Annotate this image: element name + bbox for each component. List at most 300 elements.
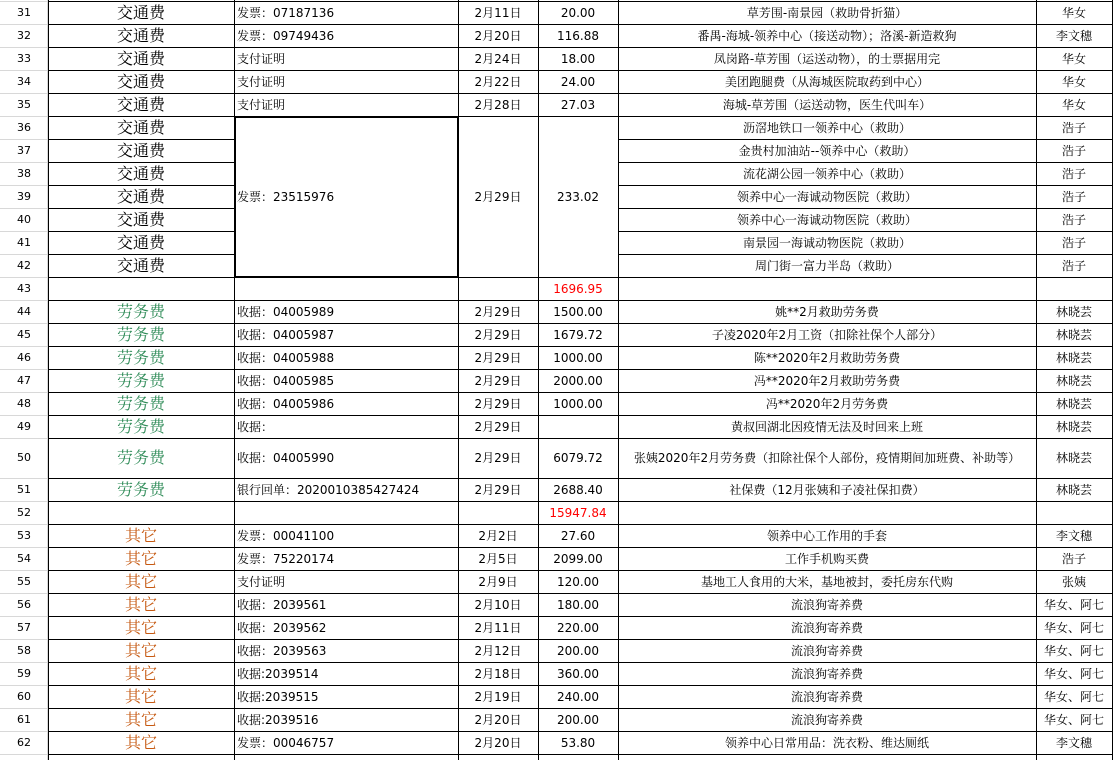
grid-line [0, 754, 48, 755]
category-cell[interactable]: 交通费 [116, 25, 165, 45]
receipt-cell[interactable] [234, 277, 458, 300]
merged-amount-cell[interactable]: 233.02 [538, 116, 618, 277]
amount-cell[interactable]: 1500.00 [553, 304, 603, 319]
grid-line [48, 415, 1112, 416]
grid-line [0, 524, 48, 525]
grid-line [0, 277, 48, 278]
amount-cell[interactable]: 120.00 [557, 574, 599, 589]
category-cell[interactable]: 交通费 [116, 186, 165, 206]
date-cell[interactable]: 2月29日 [474, 373, 522, 388]
description-cell[interactable]: 流浪狗寄养费 [790, 689, 863, 704]
category-cell[interactable]: 其它 [124, 548, 157, 568]
date-cell[interactable]: 2月28日 [474, 97, 522, 112]
person-cell[interactable]: 华女、阿七 [1043, 597, 1104, 612]
grid-line [0, 24, 48, 25]
grid-line [0, 685, 48, 686]
grid-line [0, 392, 48, 393]
table-row [0, 392, 1113, 415]
row-number[interactable]: 40 [0, 208, 48, 231]
receipt-cell[interactable]: 发票：00041100 [237, 528, 335, 543]
grid-line [0, 662, 48, 663]
description-cell[interactable]: 凤岗路-草芳围（运送动物），的士票据用完 [713, 51, 941, 66]
grid-line [48, 47, 1112, 48]
date-cell[interactable]: 2月2日 [478, 528, 518, 543]
amount-cell[interactable]: 15947.84 [549, 505, 607, 520]
row-number[interactable]: 36 [0, 116, 48, 139]
row-number[interactable]: 45 [0, 323, 48, 346]
row-number[interactable]: 41 [0, 231, 48, 254]
date-cell[interactable]: 2月20日 [474, 28, 522, 43]
table-row [0, 501, 1113, 524]
table-row [0, 570, 1113, 593]
amount-cell[interactable]: 27.03 [560, 97, 596, 112]
grid-line [48, 231, 234, 232]
row-number[interactable]: 42 [0, 254, 48, 277]
description-cell[interactable]: 流浪狗寄养费 [790, 666, 863, 681]
grid-line [48, 708, 1112, 709]
grid-line [48, 438, 1112, 439]
grid-line [48, 0, 49, 760]
person-cell[interactable]: 李文穗 [1055, 735, 1092, 750]
person-cell[interactable]: 林晓芸 [1055, 327, 1092, 342]
date-cell[interactable]: 2月9日 [478, 574, 518, 589]
category-cell[interactable]: 劳务费 [116, 416, 165, 436]
date-cell[interactable]: 2月5日 [478, 551, 518, 566]
receipt-cell[interactable]: 收据:2039515 [237, 689, 319, 704]
table-row [0, 438, 1113, 478]
grid-line [0, 547, 48, 548]
date-cell[interactable]: 2月29日 [474, 304, 522, 319]
person-cell[interactable]: 浩子 [1061, 212, 1086, 227]
grid-line [48, 685, 1112, 686]
grid-line [0, 369, 48, 370]
category-cell[interactable]: 劳务费 [116, 347, 165, 367]
date-cell[interactable]: 2月10日 [474, 597, 522, 612]
row-number[interactable]: 38 [0, 162, 48, 185]
table-row [0, 24, 1113, 47]
grid-line [0, 70, 48, 71]
amount-cell[interactable]: 20.00 [560, 5, 596, 20]
category-cell[interactable]: 交通费 [116, 140, 165, 160]
amount-cell[interactable]: 200.00 [557, 712, 599, 727]
grid-line [0, 93, 48, 94]
grid-line [48, 116, 1112, 117]
person-cell[interactable]: 华女、阿七 [1043, 712, 1104, 727]
grid-line [48, 731, 1112, 732]
row-number[interactable]: 54 [0, 547, 48, 570]
grid-line [618, 254, 1112, 255]
category-cell[interactable]: 劳务费 [116, 448, 165, 467]
table-row [0, 1, 1113, 24]
table-row [0, 47, 1113, 70]
table-row [0, 323, 1113, 346]
description-cell[interactable]: 领养中心日常用品：洗衣粉、维达厕纸 [724, 735, 929, 750]
person-cell[interactable]: 张姨 [1061, 574, 1086, 589]
receipt-cell[interactable]: 发票：07187136 [237, 5, 335, 20]
grid-line [0, 593, 48, 594]
category-cell[interactable]: 交通费 [116, 255, 165, 275]
person-cell[interactable]: 浩子 [1061, 258, 1086, 273]
table-row [0, 616, 1113, 639]
grid-line [48, 547, 1112, 548]
description-cell[interactable]: 姚**2月救助劳务费 [775, 304, 879, 319]
grid-line [48, 139, 234, 140]
receipt-cell[interactable]: 支付证明 [237, 97, 286, 112]
grid-line [48, 754, 1112, 755]
person-cell[interactable]: 华女、阿七 [1043, 666, 1104, 681]
date-cell[interactable]: 2月18日 [474, 666, 522, 681]
receipt-cell[interactable]: 发票：09749436 [237, 28, 335, 43]
row-number[interactable]: 44 [0, 300, 48, 323]
description-cell[interactable]: 领养中心一海诚动物医院（救助） [736, 189, 917, 204]
receipt-cell[interactable]: 收据:2039516 [237, 712, 319, 727]
receipt-cell[interactable]: 收据：04005985 [237, 373, 335, 388]
category-cell[interactable]: 其它 [124, 617, 157, 637]
description-cell[interactable] [618, 501, 1036, 524]
grid-line [234, 0, 235, 760]
date-cell[interactable]: 2月29日 [474, 419, 522, 434]
grid-line [234, 116, 236, 277]
grid-line [48, 392, 1112, 393]
description-cell[interactable]: 草芳围-南景园（救助骨折猫） [746, 5, 908, 20]
description-cell[interactable]: 子凌2020年2月工资（扣除社保个人部分） [711, 327, 943, 342]
row-number[interactable]: 50 [0, 438, 48, 478]
amount-cell[interactable]: 2688.40 [553, 482, 603, 497]
category-cell[interactable]: 其它 [124, 732, 157, 752]
category-cell[interactable]: 其它 [124, 640, 157, 660]
category-cell[interactable]: 其它 [124, 594, 157, 614]
grid-line [234, 116, 458, 118]
date-cell[interactable]: 2月29日 [474, 396, 522, 411]
amount-cell[interactable]: 116.88 [557, 28, 599, 43]
amount-cell[interactable]: 2000.00 [553, 373, 603, 388]
category-cell[interactable]: 交通费 [116, 117, 165, 137]
grid-line [0, 116, 48, 117]
grid-line [618, 0, 619, 760]
date-cell[interactable]: 2月20日 [474, 735, 522, 750]
description-cell[interactable]: 流浪狗寄养费 [790, 643, 863, 658]
description-cell[interactable]: 基地工人食用的大米，基地被封，委托房东代购 [700, 574, 953, 589]
grid-line [48, 369, 1112, 370]
date-cell[interactable]: 2月11日 [474, 620, 522, 635]
person-cell[interactable]: 华女、阿七 [1043, 689, 1104, 704]
category-cell[interactable]: 其它 [124, 686, 157, 706]
grid-line [48, 616, 1112, 617]
row-number[interactable]: 55 [0, 570, 48, 593]
row-number[interactable]: 39 [0, 185, 48, 208]
date-cell[interactable]: 2月19日 [474, 689, 522, 704]
row-number[interactable]: 58 [0, 639, 48, 662]
category-cell[interactable]: 劳务费 [116, 393, 165, 413]
row-number[interactable]: 57 [0, 616, 48, 639]
person-cell[interactable]: 华女 [1061, 97, 1086, 112]
grid-line [0, 300, 48, 301]
receipt-cell[interactable]: 收据： [237, 419, 274, 434]
amount-cell[interactable]: 24.00 [560, 74, 596, 89]
category-cell[interactable] [48, 501, 234, 524]
grid-line [48, 346, 1112, 347]
row-number[interactable]: 32 [0, 24, 48, 47]
category-cell[interactable]: 其它 [124, 709, 157, 729]
grid-line [0, 501, 48, 502]
table-row [0, 708, 1113, 731]
grid-line [48, 570, 1112, 571]
description-cell[interactable]: 海城-草芳围（运送动物，医生代叫车） [722, 97, 932, 112]
grid-line [48, 478, 1112, 479]
row-number[interactable]: 51 [0, 478, 48, 501]
merged-date-cell[interactable]: 2月29日 [458, 116, 538, 277]
description-cell[interactable]: 番禺-海城-领养中心（接送动物）；洛溪-新造救狗 [697, 28, 957, 43]
date-cell[interactable]: 2月29日 [474, 482, 522, 497]
amount-cell[interactable]: 2099.00 [553, 551, 603, 566]
receipt-cell[interactable]: 收据：2039563 [237, 643, 327, 658]
person-cell[interactable]: 华女 [1061, 51, 1086, 66]
person-cell[interactable]: 林晓芸 [1055, 373, 1092, 388]
grid-line [48, 254, 234, 255]
category-cell[interactable]: 交通费 [116, 163, 165, 183]
table-row [0, 593, 1113, 616]
description-cell[interactable]: 南景园一海诚动物医院（救助） [742, 235, 911, 250]
table-row [0, 93, 1113, 116]
row-number[interactable]: 47 [0, 369, 48, 392]
description-cell[interactable]: 金贵村加油站--领养中心（救助） [738, 143, 916, 158]
person-cell[interactable]: 浩子 [1061, 235, 1086, 250]
person-cell[interactable]: 浩子 [1061, 189, 1086, 204]
amount-cell[interactable]: 240.00 [557, 689, 599, 704]
table-row [0, 547, 1113, 570]
description-cell[interactable]: 张姨2020年2月劳务费（扣除社保个人部份，疫情期间加班费、补助等） [633, 450, 1021, 465]
row-number[interactable]: 56 [0, 593, 48, 616]
table-row [0, 369, 1113, 392]
description-cell[interactable]: 社保费（12月张姨和子凌社保扣费） [729, 482, 925, 497]
person-cell[interactable]: 华女 [1061, 74, 1086, 89]
amount-cell[interactable] [538, 415, 618, 438]
receipt-cell[interactable]: 收据：04005990 [237, 451, 335, 465]
grid-line [618, 231, 1112, 232]
grid-line [0, 47, 48, 48]
grid-line [48, 662, 1112, 663]
description-cell[interactable]: 流浪狗寄养费 [790, 620, 863, 635]
person-cell[interactable]: 林晓芸 [1055, 419, 1092, 434]
amount-cell[interactable]: 53.80 [560, 735, 596, 750]
category-cell[interactable]: 劳务费 [116, 301, 165, 321]
row-number[interactable]: 48 [0, 392, 48, 415]
grid-line [457, 116, 459, 277]
grid-line [234, 276, 458, 278]
amount-cell[interactable]: 1000.00 [553, 350, 603, 365]
description-cell[interactable]: 黄叔回湖北因疫情无法及时回来上班 [730, 419, 923, 434]
description-cell[interactable]: 流花湖公园一领养中心（救助） [742, 166, 911, 181]
table-row [0, 346, 1113, 369]
grid-line [0, 1, 48, 2]
amount-cell[interactable]: 27.60 [560, 528, 596, 543]
grid-line [0, 415, 48, 416]
grid-line [0, 185, 48, 186]
grid-line [48, 208, 234, 209]
category-cell[interactable]: 交通费 [116, 232, 165, 252]
row-number[interactable]: 37 [0, 139, 48, 162]
grid-line [48, 639, 1112, 640]
category-cell[interactable]: 其它 [124, 663, 157, 683]
date-cell[interactable]: 2月29日 [474, 327, 522, 342]
row-number[interactable]: 52 [0, 501, 48, 524]
category-cell[interactable]: 其它 [124, 571, 157, 591]
description-cell[interactable]: 周门街一富力半岛（救助） [754, 258, 899, 273]
row-number[interactable]: 31 [0, 1, 48, 24]
grid-line [0, 346, 48, 347]
person-cell[interactable]: 李文穗 [1055, 528, 1092, 543]
grid-line [0, 478, 48, 479]
table-row [0, 70, 1113, 93]
row-number[interactable]: 33 [0, 47, 48, 70]
grid-line [48, 185, 234, 186]
grid-line [0, 139, 48, 140]
grid-line [48, 70, 1112, 71]
row-number[interactable]: 34 [0, 70, 48, 93]
amount-cell[interactable]: 1679.72 [553, 327, 603, 342]
amount-cell[interactable]: 18.00 [560, 51, 596, 66]
grid-line [0, 438, 48, 439]
amount-cell[interactable]: 6079.72 [553, 451, 603, 465]
grid-line [0, 731, 48, 732]
person-cell[interactable]: 李文穗 [1055, 28, 1092, 43]
amount-cell[interactable]: 180.00 [557, 597, 599, 612]
row-number[interactable]: 53 [0, 524, 48, 547]
grid-line [48, 1, 1112, 2]
receipt-cell[interactable]: 收据：04005986 [237, 396, 335, 411]
row-number[interactable]: 62 [0, 731, 48, 754]
category-cell[interactable]: 劳务费 [116, 370, 165, 390]
grid-line [458, 0, 459, 760]
receipt-cell[interactable]: 发票：75220174 [237, 551, 335, 566]
description-cell[interactable]: 冯**2020年2月救助劳务费 [753, 373, 901, 388]
grid-line [538, 0, 539, 760]
person-cell[interactable]: 浩子 [1061, 120, 1086, 135]
person-cell[interactable]: 华女、阿七 [1043, 643, 1104, 658]
category-cell[interactable]: 交通费 [116, 94, 165, 114]
row-number[interactable]: 60 [0, 685, 48, 708]
receipt-cell[interactable]: 支付证明 [237, 74, 286, 89]
category-cell[interactable]: 劳务费 [116, 479, 165, 499]
person-cell[interactable]: 林晓芸 [1055, 396, 1092, 411]
person-cell[interactable]: 林晓芸 [1055, 350, 1092, 365]
grid-line [48, 162, 234, 163]
category-cell[interactable]: 交通费 [116, 71, 165, 91]
amount-cell[interactable]: 220.00 [557, 620, 599, 635]
merged-receipt-cell[interactable]: 发票：23515976 [234, 116, 458, 277]
description-cell[interactable]: 沥滘地铁口一领养中心（救助） [742, 120, 911, 135]
person-cell[interactable]: 浩子 [1061, 551, 1086, 566]
grid-line [1036, 0, 1037, 760]
row-number[interactable]: 61 [0, 708, 48, 731]
person-cell[interactable] [1036, 277, 1112, 300]
receipt-cell[interactable] [234, 501, 458, 524]
date-cell[interactable]: 2月12日 [474, 643, 522, 658]
description-cell[interactable]: 冯**2020年2月劳务费 [765, 396, 889, 411]
receipt-cell[interactable]: 支付证明 [237, 574, 286, 589]
description-cell[interactable]: 美团跑腿费（从海城医院取药到中心） [724, 74, 929, 89]
grid-line [618, 139, 1112, 140]
person-cell[interactable]: 浩子 [1061, 166, 1086, 181]
date-cell[interactable]: 2月11日 [474, 5, 522, 20]
grid-line [0, 323, 48, 324]
date-cell[interactable]: 2月29日 [474, 451, 522, 465]
table-row [0, 478, 1113, 501]
row-number[interactable]: 49 [0, 415, 48, 438]
row-number[interactable]: 43 [0, 277, 48, 300]
receipt-cell[interactable]: 收据：2039562 [237, 620, 327, 635]
person-cell[interactable]: 林晓芸 [1055, 451, 1092, 465]
receipt-cell[interactable]: 支付证明 [237, 51, 286, 66]
description-cell[interactable]: 流浪狗寄养费 [790, 712, 863, 727]
date-cell[interactable]: 2月24日 [474, 51, 522, 66]
date-cell[interactable]: 2月22日 [474, 74, 522, 89]
person-cell[interactable]: 华女、阿七 [1043, 620, 1104, 635]
receipt-cell[interactable]: 银行回单：2020010385427424 [237, 482, 420, 497]
grid-line [0, 639, 48, 640]
row-number[interactable]: 59 [0, 662, 48, 685]
description-cell[interactable]: 领养中心工作用的手套 [766, 528, 887, 543]
person-cell[interactable] [1036, 501, 1112, 524]
date-cell[interactable] [458, 501, 538, 524]
grid-line [0, 570, 48, 571]
date-cell[interactable]: 2月20日 [474, 712, 522, 727]
amount-cell[interactable]: 1696.95 [553, 281, 603, 296]
receipt-cell[interactable]: 收据：04005988 [237, 350, 335, 365]
receipt-cell[interactable]: 收据：04005989 [237, 304, 335, 319]
receipt-cell[interactable]: 收据:2039514 [237, 666, 319, 681]
grid-line [0, 616, 48, 617]
person-cell[interactable]: 林晓芸 [1055, 482, 1092, 497]
table-row [0, 277, 1113, 300]
receipt-cell[interactable]: 收据：2039561 [237, 597, 327, 612]
category-cell[interactable]: 交通费 [116, 48, 165, 68]
grid-line [0, 162, 48, 163]
table-row [0, 639, 1113, 662]
table-row [0, 662, 1113, 685]
grid-line [618, 208, 1112, 209]
table-row [0, 685, 1113, 708]
amount-cell[interactable]: 360.00 [557, 666, 599, 681]
description-cell[interactable] [618, 277, 1036, 300]
description-cell[interactable]: 陈**2020年2月救助劳务费 [753, 350, 901, 365]
receipt-cell[interactable]: 收据：04005987 [237, 327, 335, 342]
amount-cell[interactable]: 200.00 [557, 643, 599, 658]
category-cell[interactable]: 交通费 [116, 209, 165, 229]
category-cell[interactable]: 其它 [124, 525, 157, 545]
date-cell[interactable]: 2月29日 [474, 350, 522, 365]
description-cell[interactable]: 工作手机购买费 [784, 551, 869, 566]
grid-line [48, 593, 1112, 594]
person-cell[interactable]: 华女 [1061, 5, 1086, 20]
person-cell[interactable]: 林晓芸 [1055, 304, 1092, 319]
description-cell[interactable]: 流浪狗寄养费 [790, 597, 863, 612]
date-cell[interactable] [458, 277, 538, 300]
category-cell[interactable] [48, 277, 234, 300]
person-cell[interactable]: 浩子 [1061, 143, 1086, 158]
table-row [0, 524, 1113, 547]
receipt-cell[interactable]: 发票：00046757 [237, 735, 335, 750]
category-cell[interactable]: 劳务费 [116, 324, 165, 344]
row-number[interactable]: 35 [0, 93, 48, 116]
grid-line [48, 24, 1112, 25]
row-number[interactable]: 46 [0, 346, 48, 369]
grid-line [48, 524, 1112, 525]
category-cell[interactable]: 交通费 [116, 2, 165, 22]
grid-line [48, 501, 1112, 502]
description-cell[interactable]: 领养中心一海诚动物医院（救助） [736, 212, 917, 227]
amount-cell[interactable]: 1000.00 [553, 396, 603, 411]
